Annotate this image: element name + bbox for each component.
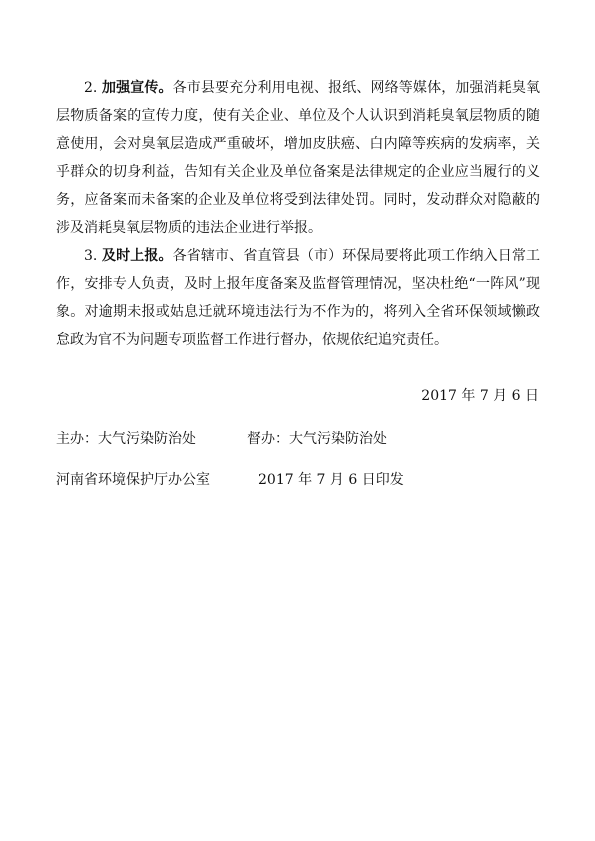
sponsor-row [56, 425, 387, 453]
item-3-paragraph [56, 242, 540, 354]
item-2-paragraph [56, 74, 540, 242]
issue-date: 2017 年 7 月 6 日印发 [258, 472, 404, 488]
item-3-body: 各省辖市、省直管县（市）环保局要将此项工作纳入日常工作，安排专人负责，及时上报年度备案及监督管理情况，坚决杜绝“一阵风”现象。对逾期未报或姑息迁就环境违法行为不作为的，将列入全省环保领域懒政怠政为官不为问题专项监督工作进行督办，依规依纪追究责任。 [56, 248, 541, 348]
item-3-lead: 及时上报。 [101, 248, 173, 264]
item-2-body: 各市县要充分利用电视、报纸、网络等媒体，加强消耗臭氧层物质备案的宣传力度，使有关企业、单位及个人认识到消耗臭氧层物质的随意使用，会对臭氧层造成严重破坏，增加皮肤癌、白内障等疾病的发病率，关乎群众的切身利益，告知有关企业及单位备案是法律规定的企业应当履行的义务，应备案而未备案的企业及单位将受到法律处罚。同时，发动群众对隐蔽的涉及消耗臭氧层物质的违法企业进行举报。 [56, 80, 541, 236]
item-3-number: 3. [84, 248, 98, 264]
issuing-office: 河南省环境保护厅办公室 [56, 472, 210, 488]
signature-date: 2017 年 7 月 6 日 [421, 388, 539, 404]
item-2-number: 2. [84, 80, 98, 96]
item-2-lead: 加强宣传。 [101, 80, 173, 96]
supervisor-department: 督办：大气污染防治处 [247, 431, 387, 447]
issuer-row [56, 466, 404, 494]
host-department: 主办：大气污染防治处 [56, 431, 196, 447]
